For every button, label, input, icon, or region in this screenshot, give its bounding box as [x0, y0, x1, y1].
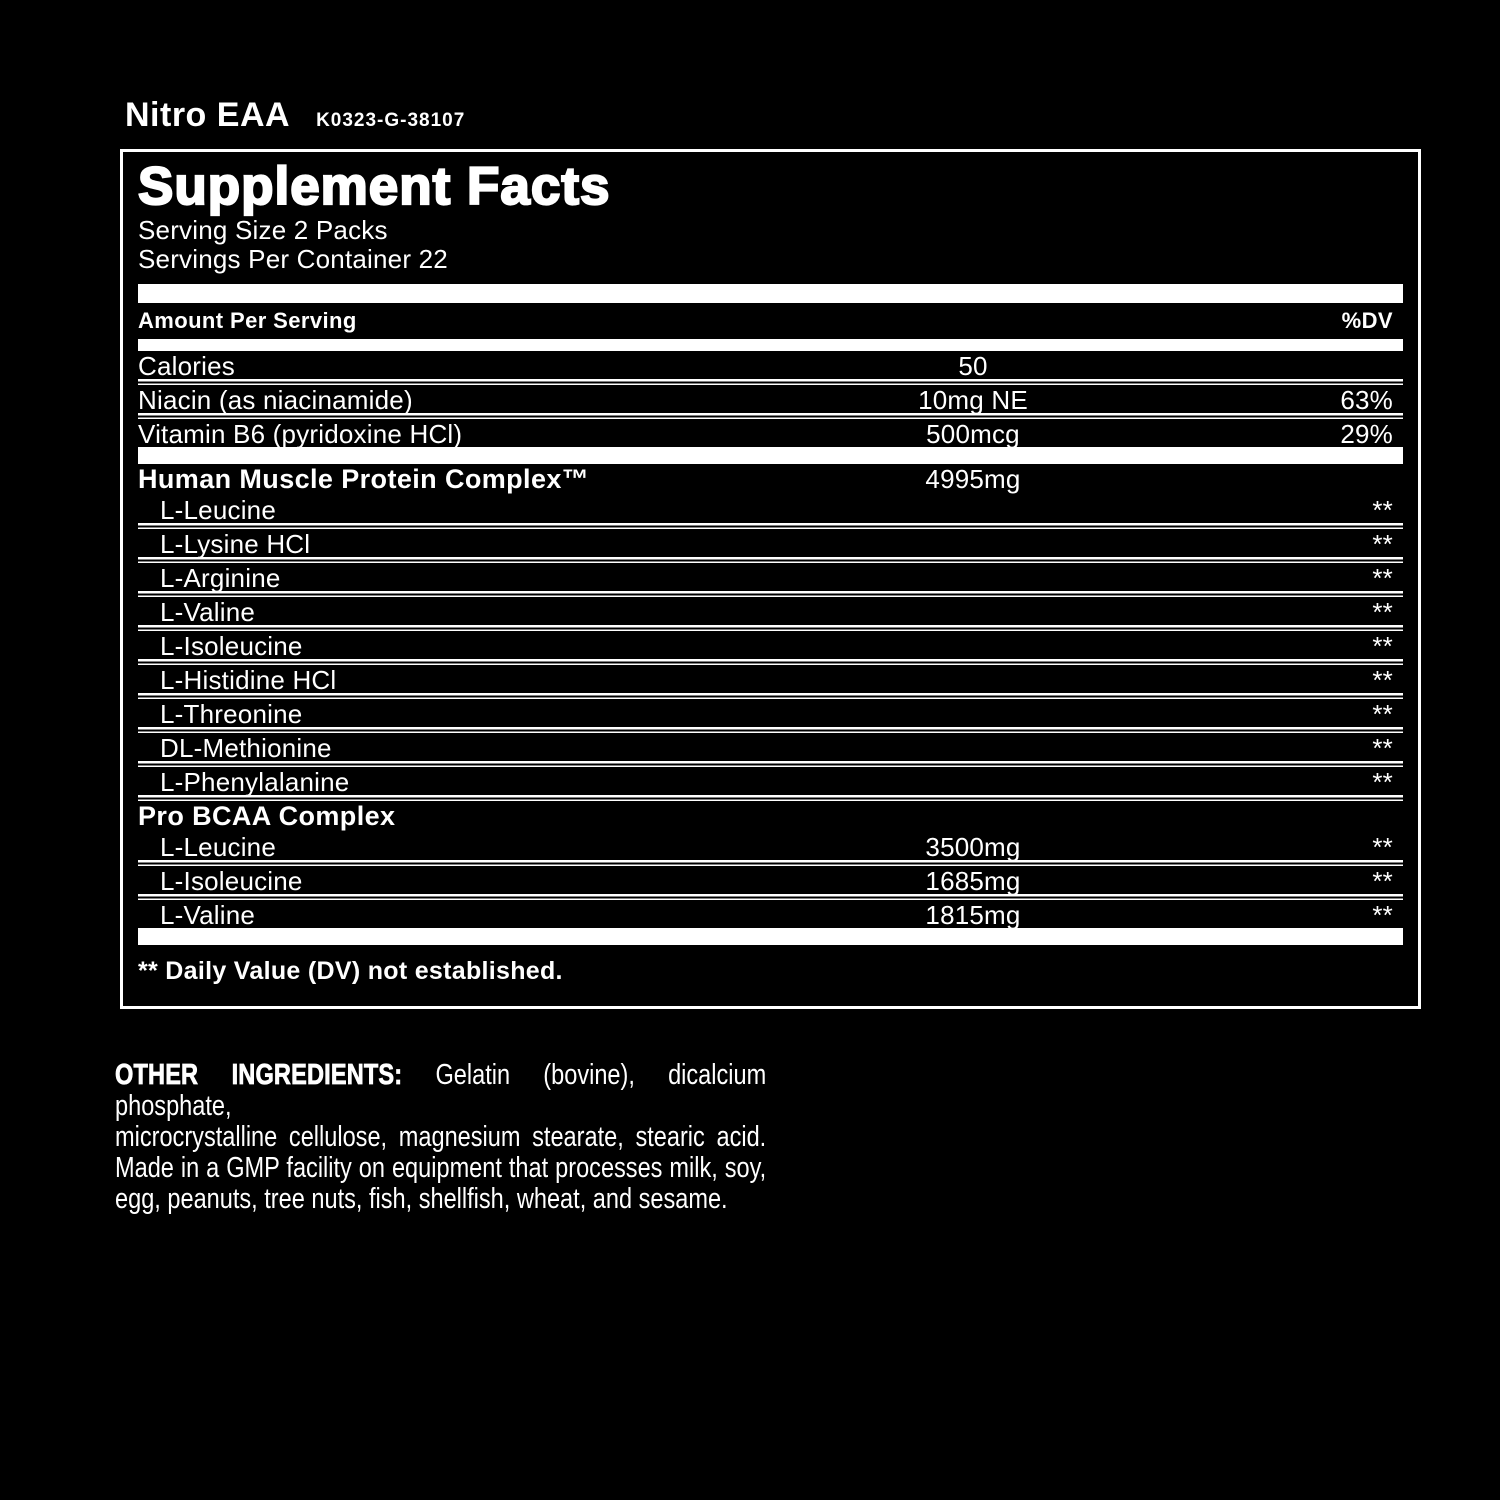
supplement-facts-panel: [120, 149, 1421, 1009]
nutrient-amount: 4995mg: [925, 464, 1021, 494]
nutrient-name: L-Leucine: [160, 495, 276, 525]
nutrient-name: L-Valine: [160, 597, 256, 627]
nutrient-dv: **: [1372, 699, 1393, 729]
nutrient-dv: **: [1372, 597, 1393, 627]
nutrient-amount: 500mcg: [926, 419, 1020, 449]
table-row: [138, 529, 1403, 557]
other-ingredients-label: OTHER INGREDIENTS:: [115, 1059, 403, 1091]
table-row: [138, 419, 1403, 447]
other-ingredients-text: microcrystalline cellulose, magnesium stearate, stearic acid.: [115, 1121, 767, 1153]
serving-size: Serving Size 2 Packs: [138, 215, 388, 245]
nutrient-name: L-Isoleucine: [160, 866, 303, 896]
table-row: [138, 900, 1403, 928]
nutrient-name: L-Phenylalanine: [160, 767, 350, 797]
nutrient-dv: **: [1372, 767, 1393, 797]
nutrient-name: DL-Methionine: [160, 733, 332, 763]
nutrient-amount: 50: [958, 351, 988, 381]
table-row: [138, 385, 1403, 413]
table-row: [138, 464, 1403, 495]
other-ingredients: [115, 1060, 766, 1215]
nutrient-name: L-Isoleucine: [160, 631, 303, 661]
nutrient-dv: **: [1372, 529, 1393, 559]
nutrient-dv: 63%: [1340, 385, 1393, 415]
other-ingredients-text: Made in a GMP facility on equipment that processes milk, soy,: [115, 1152, 767, 1184]
nutrient-dv: **: [1372, 631, 1393, 661]
nutrient-name: Niacin (as niacinamide): [138, 385, 413, 415]
lot-code: K0323-G-38107: [316, 110, 466, 131]
dv-footnote: ** Daily Value (DV) not established.: [138, 957, 563, 985]
column-header-row: [138, 303, 1403, 339]
other-ingredients-text: Gelatin (bovine), dicalcium phosphate,: [115, 1059, 767, 1122]
nutrient-name: L-Lysine HCl: [160, 529, 311, 559]
product-name: Nitro EAA: [125, 96, 291, 134]
panel-title: Supplement Facts: [138, 157, 611, 216]
table-row: [138, 563, 1403, 591]
table-row: [138, 665, 1403, 693]
product-header: [125, 96, 465, 135]
nutrient-amount: 1685mg: [925, 866, 1021, 896]
nutrient-dv: **: [1372, 563, 1393, 593]
other-ingredients-text: egg, peanuts, tree nuts, fish, shellfish, wheat, and sesame.: [115, 1183, 728, 1215]
nutrient-name: Calories: [138, 351, 235, 381]
nutrient-name: Human Muscle Protein Complex™: [138, 464, 590, 494]
nutrient-dv: **: [1372, 665, 1393, 695]
nutrient-amount: 10mg NE: [918, 385, 1028, 415]
nutrient-amount: 3500mg: [925, 832, 1021, 862]
nutrient-name: L-Threonine: [160, 699, 303, 729]
nutrient-dv: **: [1372, 866, 1393, 896]
table-row: [138, 351, 1403, 379]
nutrient-name: L-Leucine: [160, 832, 276, 862]
other-ingredients-line: [115, 1153, 766, 1184]
nutrient-name: Vitamin B6 (pyridoxine HCl): [138, 419, 463, 449]
divider-band-thin: [138, 339, 1403, 351]
other-ingredients-line: [115, 1060, 766, 1122]
other-ingredients-line: [115, 1184, 766, 1215]
nutrient-amount: 1815mg: [925, 900, 1021, 930]
table-row: [138, 767, 1403, 795]
table-row: [138, 597, 1403, 625]
nutrient-dv: **: [1372, 900, 1393, 930]
nutrient-name: L-Histidine HCl: [160, 665, 337, 695]
nutrient-dv: **: [1372, 495, 1393, 525]
table-row: [138, 631, 1403, 659]
table-row: [138, 866, 1403, 894]
table-row: [138, 801, 1403, 832]
nutrient-dv: 29%: [1340, 419, 1393, 449]
table-row: [138, 495, 1403, 523]
amount-per-serving-header: Amount Per Serving: [138, 308, 357, 333]
nutrient-dv: **: [1372, 832, 1393, 862]
nutrient-rows: [138, 351, 1403, 945]
nutrient-name: L-Valine: [160, 900, 256, 930]
table-row: [138, 832, 1403, 860]
table-row: [138, 733, 1403, 761]
other-ingredients-line: [115, 1122, 766, 1153]
nutrient-name: L-Arginine: [160, 563, 281, 593]
divider-band-top: [138, 284, 1403, 303]
dv-header: %DV: [1341, 308, 1393, 333]
nutrient-dv: **: [1372, 733, 1393, 763]
servings-per-container: Servings Per Container 22: [138, 244, 448, 274]
table-row: [138, 699, 1403, 727]
nutrient-name: Pro BCAA Complex: [138, 801, 396, 831]
